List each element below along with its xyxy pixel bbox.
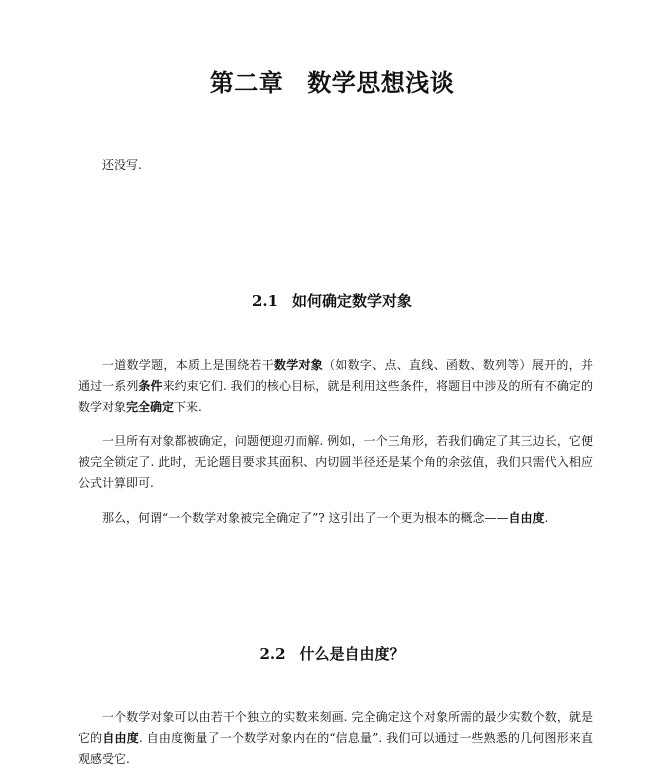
section-heading-2-2 (0, 643, 664, 664)
intro-paragraph (78, 155, 593, 176)
text-run: . 自由度衡量了一个数学对象内在的“信息量”. 我们可以通过一些熟悉的几何图形来直观感受它. (78, 731, 593, 766)
text-run: 来约束它们. 我们的核心目标，就是利用这些条件，将题目中涉及的所有不确定的数学对象 (78, 379, 593, 414)
section-heading-2-1 (0, 290, 664, 311)
emphasis-fully-determined: 完全确定 (126, 400, 175, 414)
text-run: 一道数学题，本质上是围绕若干 (102, 358, 274, 372)
section-number: 2.2 (259, 645, 286, 663)
section-title-text: 如何确定数学对象 (292, 292, 413, 310)
emphasis-conditions: 条件 (138, 379, 163, 393)
section-title-text: 什么是自由度？ (299, 645, 405, 663)
emphasis-degrees-of-freedom: 自由度 (508, 511, 545, 525)
text-run: 一旦所有对象都被确定，问题便迎刃而解. 例如，一个三角形，若我们确定了其三边长，它便被完全锁定了. 此时，无论题目要求其面积、内切圆半径还是某个角的余弦值，我们只需代入相应公式计算即可. (78, 434, 593, 490)
chapter-title (0, 63, 664, 98)
text-run: . (544, 511, 549, 525)
intro-text: 还没写. (102, 158, 142, 172)
section-2-1-paragraph-2 (78, 431, 593, 494)
section-2-1-paragraph-1 (78, 355, 593, 418)
section-2-1-paragraph-3 (78, 508, 593, 529)
text-run: （如数字、点、直线、函数、数列等）展开的，并通过一系列 (78, 358, 593, 393)
chapter-number: 第二章 (209, 69, 284, 97)
text-run: 那么，何谓“一个数学对象被完全确定了”? 这引出了一个更为根本的概念—— (102, 511, 509, 525)
section-number: 2.1 (251, 292, 279, 310)
text-run: 下来. (174, 400, 202, 414)
emphasis-degrees-of-freedom: 自由度 (102, 731, 139, 745)
text-run: 一个数学对象可以由若干个独立的实数来刻画. 完全确定这个对象所需的最少实数个数，就是它的 (78, 710, 593, 745)
section-2-2-paragraph-1 (78, 707, 593, 770)
emphasis-math-objects: 数学对象 (273, 358, 324, 372)
chapter-name: 数学思想浅谈 (307, 69, 455, 97)
